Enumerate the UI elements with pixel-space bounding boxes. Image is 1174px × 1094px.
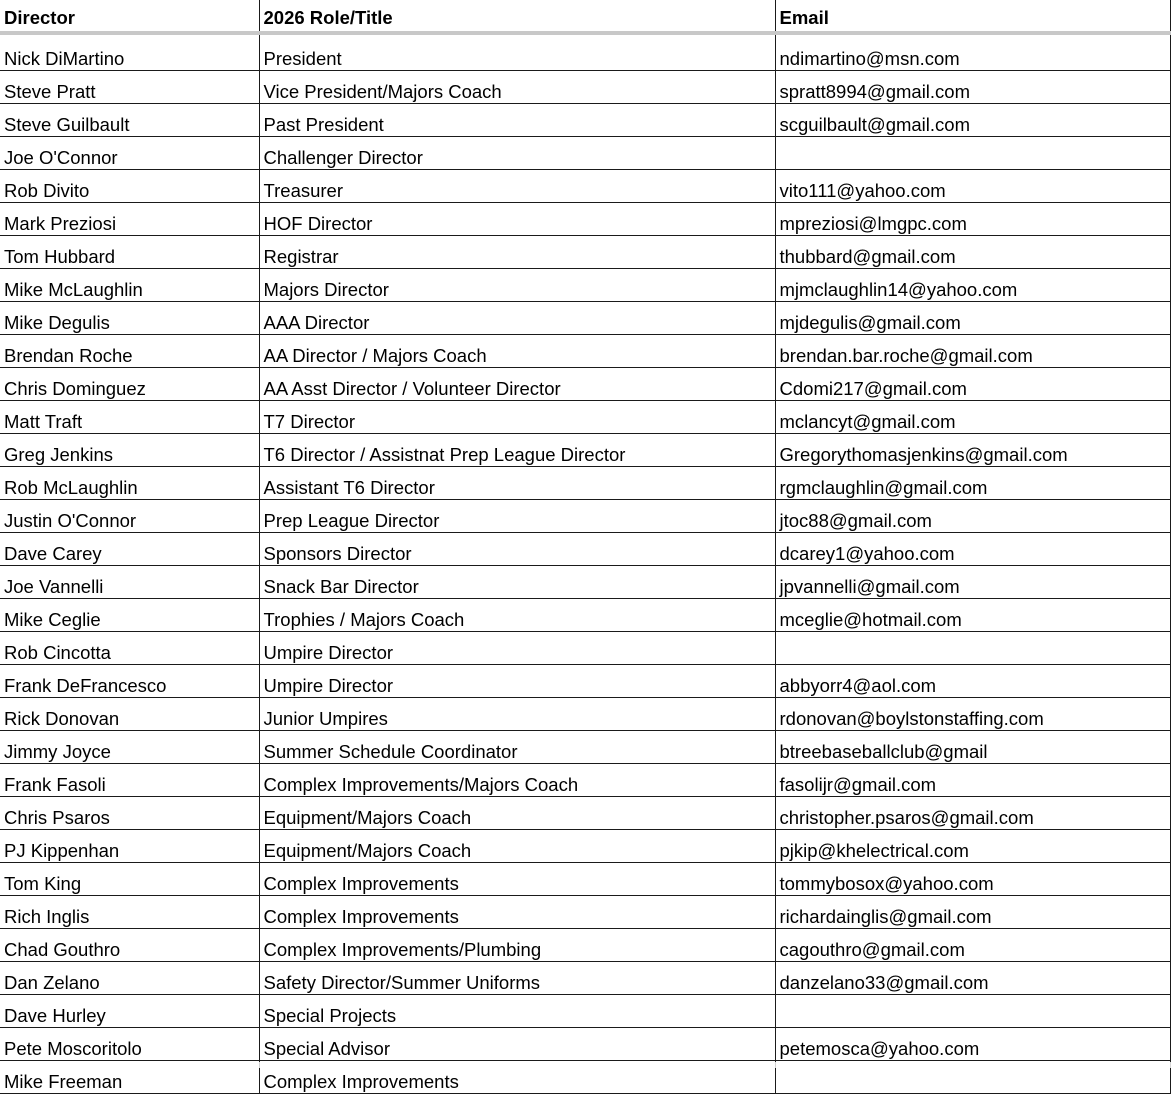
cell-director[interactable]: Chris Dominguez	[0, 368, 259, 401]
cell-director[interactable]: Mike Degulis	[0, 302, 259, 335]
cell-director[interactable]: Dave Carey	[0, 533, 259, 566]
cell-role[interactable]: Equipment/Majors Coach	[259, 830, 775, 863]
cell-email[interactable]: jpvannelli@gmail.com	[775, 566, 1170, 599]
gridline	[259, 1062, 260, 1068]
cell-email[interactable]: mceglie@hotmail.com	[775, 599, 1170, 632]
cell-role[interactable]: Complex Improvements/Plumbing	[259, 929, 775, 962]
cell-email[interactable]: pjkip@khelectrical.com	[775, 830, 1170, 863]
gridline	[775, 1062, 776, 1068]
cell-director[interactable]: Rick Donovan	[0, 698, 259, 731]
table-row	[0, 1028, 1170, 1061]
cell-role[interactable]: Umpire Director	[259, 665, 775, 698]
cell-role[interactable]: Complex Improvements	[259, 1061, 775, 1094]
table-row	[0, 566, 1170, 599]
table-row	[0, 335, 1170, 368]
table-body	[0, 33, 1170, 1094]
table-row	[0, 929, 1170, 962]
cell-role[interactable]: Equipment/Majors Coach	[259, 797, 775, 830]
cell-email[interactable]: mjdegulis@gmail.com	[775, 302, 1170, 335]
cell-director[interactable]: Steve Pratt	[0, 71, 259, 104]
cell-role[interactable]: Prep League Director	[259, 500, 775, 533]
cell-director[interactable]: Mark Preziosi	[0, 203, 259, 236]
cell-email[interactable]: brendan.bar.roche@gmail.com	[775, 335, 1170, 368]
cell-director[interactable]: Rob Divito	[0, 170, 259, 203]
cell-role[interactable]: Special Advisor	[259, 1028, 775, 1061]
table-row	[0, 236, 1170, 269]
table-row	[0, 632, 1170, 665]
cell-role[interactable]: Majors Director	[259, 269, 775, 302]
cell-role[interactable]: T7 Director	[259, 401, 775, 434]
cell-email[interactable]: Cdomi217@gmail.com	[775, 368, 1170, 401]
cell-email[interactable]: scguilbault@gmail.com	[775, 104, 1170, 137]
cell-director[interactable]: Dan Zelano	[0, 962, 259, 995]
cell-role[interactable]: Summer Schedule Coordinator	[259, 731, 775, 764]
table-row	[0, 797, 1170, 830]
table-row	[0, 995, 1170, 1028]
cell-email[interactable]: vito111@yahoo.com	[775, 170, 1170, 203]
table-row	[0, 500, 1170, 533]
table-row	[0, 698, 1170, 731]
cell-email[interactable]: btreebaseballclub@gmail	[775, 731, 1170, 764]
cell-director[interactable]: Mike Freeman	[0, 1061, 259, 1094]
cell-email[interactable]	[775, 632, 1170, 665]
cell-role[interactable]: AAA Director	[259, 302, 775, 335]
cell-email[interactable]: christopher.psaros@gmail.com	[775, 797, 1170, 830]
cell-role[interactable]: Complex Improvements	[259, 896, 775, 929]
cell-director[interactable]: Jimmy Joyce	[0, 731, 259, 764]
cell-director[interactable]: Joe Vannelli	[0, 566, 259, 599]
cell-director[interactable]: Tom King	[0, 863, 259, 896]
cell-email[interactable]: jtoc88@gmail.com	[775, 500, 1170, 533]
cell-director[interactable]: Tom Hubbard	[0, 236, 259, 269]
cell-role[interactable]: Treasurer	[259, 170, 775, 203]
cell-director[interactable]: Rob McLaughlin	[0, 467, 259, 500]
cell-role[interactable]: Special Projects	[259, 995, 775, 1028]
cell-email[interactable]: rdonovan@boylstonstaffing.com	[775, 698, 1170, 731]
table-row	[0, 467, 1170, 500]
cell-role[interactable]: Complex Improvements/Majors Coach	[259, 764, 775, 797]
column-header-role[interactable]: 2026 Role/Title	[259, 0, 775, 33]
cell-email[interactable]: richardainglis@gmail.com	[775, 896, 1170, 929]
cell-director[interactable]: Steve Guilbault	[0, 104, 259, 137]
cell-email[interactable]: spratt8994@gmail.com	[775, 71, 1170, 104]
cell-email[interactable]: rgmclaughlin@gmail.com	[775, 467, 1170, 500]
cell-director[interactable]: Frank Fasoli	[0, 764, 259, 797]
table-row	[0, 731, 1170, 764]
cell-director[interactable]: Justin O'Connor	[0, 500, 259, 533]
cell-role[interactable]: Snack Bar Director	[259, 566, 775, 599]
cell-email[interactable]: ndimartino@msn.com	[775, 33, 1170, 71]
table-row	[0, 269, 1170, 302]
cell-role[interactable]: AA Director / Majors Coach	[259, 335, 775, 368]
cell-role[interactable]: Complex Improvements	[259, 863, 775, 896]
table-row	[0, 863, 1170, 896]
cell-role[interactable]: Umpire Director	[259, 632, 775, 665]
cell-director[interactable]: Chris Psaros	[0, 797, 259, 830]
cell-email[interactable]: mpreziosi@lmgpc.com	[775, 203, 1170, 236]
cell-email[interactable]: tommybosox@yahoo.com	[775, 863, 1170, 896]
cell-email[interactable]: thubbard@gmail.com	[775, 236, 1170, 269]
cell-role[interactable]: Registrar	[259, 236, 775, 269]
table-row	[0, 33, 1170, 71]
cell-director[interactable]: Dave Hurley	[0, 995, 259, 1028]
cell-role[interactable]: Challenger Director	[259, 137, 775, 170]
cell-director[interactable]: Mike Ceglie	[0, 599, 259, 632]
cell-director[interactable]: Frank DeFrancesco	[0, 665, 259, 698]
cell-email[interactable]: Gregorythomasjenkins@gmail.com	[775, 434, 1170, 467]
table-row	[0, 830, 1170, 863]
cell-role[interactable]: Vice President/Majors Coach	[259, 71, 775, 104]
cell-director[interactable]: Matt Traft	[0, 401, 259, 434]
gridline	[1170, 1062, 1171, 1068]
cell-role[interactable]: HOF Director	[259, 203, 775, 236]
cell-email[interactable]: abbyorr4@aol.com	[775, 665, 1170, 698]
table-row	[0, 533, 1170, 566]
table-row	[0, 434, 1170, 467]
cell-email[interactable]: fasolijr@gmail.com	[775, 764, 1170, 797]
cell-director[interactable]: Greg Jenkins	[0, 434, 259, 467]
table-row	[0, 302, 1170, 335]
table-row	[0, 401, 1170, 434]
grid-continuation	[0, 1062, 1174, 1068]
cell-director[interactable]: Rich Inglis	[0, 896, 259, 929]
cell-role[interactable]: Junior Umpires	[259, 698, 775, 731]
cell-role[interactable]: President	[259, 33, 775, 71]
cell-role[interactable]: Trophies / Majors Coach	[259, 599, 775, 632]
column-header-email[interactable]: Email	[775, 0, 1170, 33]
table-row	[0, 896, 1170, 929]
cell-email[interactable]	[775, 995, 1170, 1028]
table-row	[0, 368, 1170, 401]
cell-email[interactable]: mclancyt@gmail.com	[775, 401, 1170, 434]
cell-role[interactable]: Past President	[259, 104, 775, 137]
cell-email[interactable]: mjmclaughlin14@yahoo.com	[775, 269, 1170, 302]
column-header-director[interactable]: Director	[0, 0, 259, 33]
cell-director[interactable]: Chad Gouthro	[0, 929, 259, 962]
table-row	[0, 137, 1170, 170]
cell-director[interactable]: Rob Cincotta	[0, 632, 259, 665]
cell-role[interactable]: Assistant T6 Director	[259, 467, 775, 500]
cell-director[interactable]: Pete Moscoritolo	[0, 1028, 259, 1061]
table-row	[0, 170, 1170, 203]
cell-director[interactable]: Mike McLaughlin	[0, 269, 259, 302]
cell-email[interactable]: danzelano33@gmail.com	[775, 962, 1170, 995]
cell-role[interactable]: AA Asst Director / Volunteer Director	[259, 368, 775, 401]
cell-role[interactable]: T6 Director / Assistnat Prep League Director	[259, 434, 775, 467]
cell-role[interactable]: Safety Director/Summer Uniforms	[259, 962, 775, 995]
cell-director[interactable]: PJ Kippenhan	[0, 830, 259, 863]
table-row	[0, 203, 1170, 236]
cell-email[interactable]: petemosca@yahoo.com	[775, 1028, 1170, 1061]
cell-email[interactable]: dcarey1@yahoo.com	[775, 533, 1170, 566]
cell-email[interactable]	[775, 137, 1170, 170]
cell-director[interactable]: Nick DiMartino	[0, 33, 259, 71]
cell-director[interactable]: Brendan Roche	[0, 335, 259, 368]
table-row	[0, 104, 1170, 137]
cell-email[interactable]: cagouthro@gmail.com	[775, 929, 1170, 962]
cell-role[interactable]: Sponsors Director	[259, 533, 775, 566]
cell-director[interactable]: Joe O'Connor	[0, 137, 259, 170]
table-row	[0, 665, 1170, 698]
table-row	[0, 962, 1170, 995]
table-row	[0, 764, 1170, 797]
table-row	[0, 599, 1170, 632]
table-row	[0, 71, 1170, 104]
header-row	[0, 0, 1170, 33]
